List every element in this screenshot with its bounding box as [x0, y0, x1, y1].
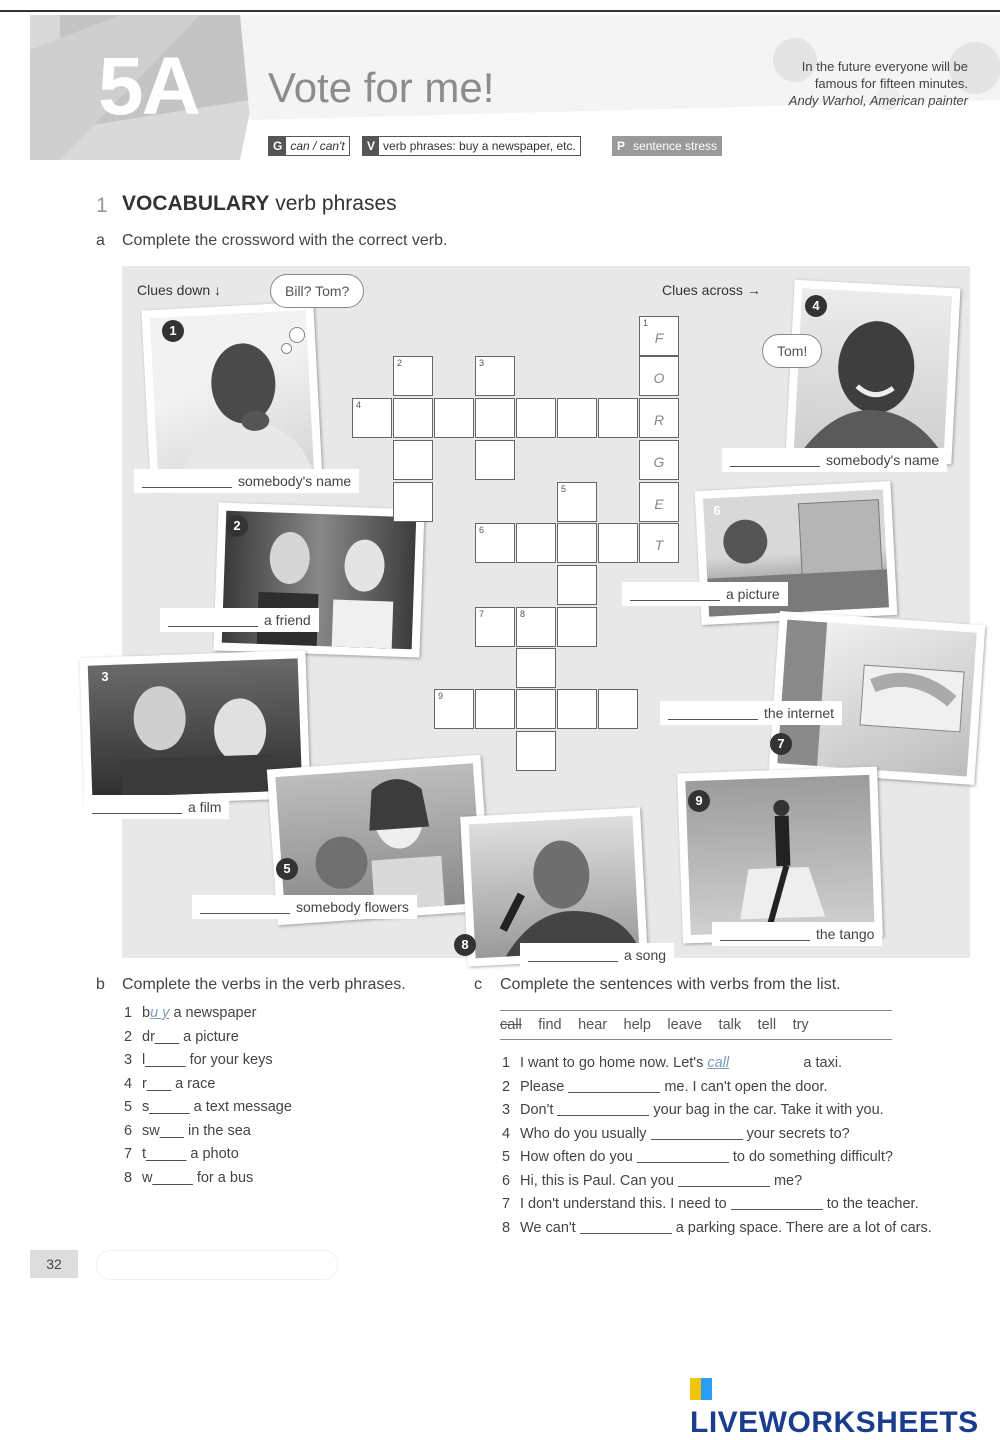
section-title: VOCABULARY verb phrases [122, 192, 397, 215]
answer-field[interactable] [580, 1233, 672, 1234]
list-item: 3 Don't your bag in the car. Take it with you. [502, 1102, 884, 1118]
crossword-cell[interactable]: 6 [475, 523, 515, 563]
crossword-cell[interactable]: 5 [557, 482, 597, 522]
answer-field[interactable] [651, 1139, 743, 1140]
arrow-right-icon: → [746, 282, 761, 298]
crossword-cell[interactable] [393, 440, 433, 480]
list-item: 5 How often do you to do something difficult? [502, 1149, 893, 1165]
answer-field[interactable]: _____ [146, 1146, 187, 1162]
crossword-cell[interactable] [516, 523, 556, 563]
sentence-list [502, 1052, 932, 1240]
arrow-down-icon: ↓ [214, 282, 222, 298]
crossword-cell[interactable] [475, 440, 515, 480]
answer-field[interactable]: call [707, 1055, 730, 1071]
page-title: Vote for me! [268, 64, 495, 111]
brand-logo-icon [690, 1378, 712, 1400]
woman-flowers-illustration [275, 763, 482, 916]
answer-field[interactable] [557, 1115, 649, 1116]
answer-field[interactable] [678, 1186, 770, 1187]
crossword-cell[interactable]: 3 [475, 356, 515, 396]
crossword-cell[interactable]: E [639, 482, 679, 522]
caption-3: a film [84, 795, 229, 819]
list-item: 8 w_____ for a bus [124, 1169, 254, 1186]
caption-4: somebody's name [722, 448, 947, 472]
crossword-cell[interactable] [598, 523, 638, 563]
part-b-letter: b [96, 976, 105, 993]
caption-9: the tango [712, 922, 882, 946]
footer-ghost-banner [96, 1250, 338, 1280]
caption-6: a picture [622, 582, 788, 606]
word-item: tell [757, 1017, 777, 1033]
list-item: 7 I don't understand this. I need to to the teacher. [502, 1196, 919, 1212]
crossword-cell[interactable] [557, 689, 597, 729]
list-item: 8 We can't a parking space. There are a lot of cars. [502, 1219, 932, 1236]
answer-field[interactable]: ___ [146, 1075, 172, 1092]
word-item: try [792, 1017, 809, 1033]
clues-across-label: Clues across → [662, 282, 761, 298]
part-a-letter: a [96, 232, 105, 249]
crossword-cell[interactable] [557, 523, 597, 563]
crossword-cell[interactable] [393, 482, 433, 522]
crossword-cell[interactable]: R [639, 398, 679, 438]
crossword-cell[interactable]: 4 [352, 398, 392, 438]
badge-8: 8 [454, 934, 476, 956]
crossword-cell[interactable] [598, 689, 638, 729]
crossword-cell[interactable] [557, 565, 597, 605]
keyboard-illustration [777, 620, 977, 777]
crossword-cell[interactable] [557, 607, 597, 647]
thought-bubble: Bill? Tom? [270, 274, 364, 308]
crossword-cell[interactable] [598, 398, 638, 438]
verb-phrase-list [124, 1002, 292, 1190]
answer-field[interactable]: ___ [154, 1028, 180, 1045]
part-b-instruction: Complete the verbs in the verb phrases. [122, 976, 406, 993]
badge-9: 9 [688, 790, 710, 812]
photo-7 [769, 611, 986, 785]
crossword-cell[interactable]: G [639, 440, 679, 480]
answer-field[interactable] [731, 1209, 823, 1210]
part-c-instruction: Complete the sentences with verbs from the list. [500, 976, 841, 993]
word-list [500, 1010, 892, 1040]
caption-5: somebody flowers [192, 895, 417, 919]
part-a-instruction: Complete the crossword with the correct verb. [122, 232, 448, 249]
word-item: hear [578, 1017, 608, 1033]
list-item: 1 I want to go home now. Let's call a taxi. [502, 1052, 932, 1076]
crossword-cell[interactable]: O [639, 356, 679, 396]
grammar-tag: G can / can't [268, 136, 350, 156]
list-item: 2 Please me. I can't open the door. [502, 1078, 828, 1095]
list-item: 2 dr___ a picture [124, 1028, 239, 1045]
caption-1: somebody's name [134, 469, 359, 493]
man-singing-illustration [469, 816, 640, 958]
crossword-cell[interactable] [516, 398, 556, 438]
answer-field[interactable]: _____ [152, 1169, 193, 1186]
list-item: 6 sw___ in the sea [124, 1122, 251, 1139]
badge-5: 5 [276, 858, 298, 880]
crossword-cell[interactable]: 2 [393, 356, 433, 396]
list-item: 6 Hi, this is Paul. Can you me? [502, 1172, 803, 1189]
list-item: 4 Who do you usually your secrets to? [502, 1125, 850, 1142]
page-number: 32 [30, 1250, 78, 1278]
unit-number: 5A [98, 41, 199, 132]
answer-field[interactable]: _____ [149, 1099, 190, 1115]
tango-dancers-illustration [685, 775, 874, 935]
crossword-cell[interactable] [516, 689, 556, 729]
badge-6: 6 [713, 503, 721, 518]
brand-logo: LIVEWORKSHEETS [690, 1372, 1000, 1440]
caption-2: a friend [160, 608, 319, 632]
crossword-cell[interactable]: 9 [434, 689, 474, 729]
list-item: 1 bu y a newspaper [124, 1005, 257, 1021]
crossword-cell[interactable] [393, 398, 433, 438]
badge-1: 1 [162, 320, 184, 342]
list-item: 5 s_____ a text message [124, 1099, 292, 1115]
badge-3: 3 [101, 669, 109, 684]
answer-field[interactable] [568, 1092, 660, 1093]
answer-field[interactable]: _____ [145, 1052, 186, 1068]
badge-4: 4 [805, 295, 827, 317]
caption-8: a song [520, 943, 674, 967]
list-item: 7 t_____ a photo [124, 1146, 239, 1162]
crossword-cell[interactable] [516, 648, 556, 688]
word-item: leave [667, 1017, 703, 1033]
section-number: 1 [96, 194, 108, 217]
clues-down-label: Clues down ↓ [137, 282, 222, 298]
crossword-cell[interactable] [475, 398, 515, 438]
photo-9 [677, 767, 883, 944]
pronunciation-tag: P sentence stress [612, 136, 722, 156]
answer-field[interactable]: ___ [159, 1122, 184, 1139]
part-c-letter: c [474, 976, 482, 993]
crossword-cell[interactable]: 1 F [639, 316, 679, 356]
quote: In the future everyone will be famous for fifteen minutes. Andy Warhol, American painter [728, 58, 968, 109]
crossword-cell[interactable]: 8 [516, 607, 556, 647]
crossword-cell[interactable] [557, 398, 597, 438]
crossword-cell[interactable] [516, 731, 556, 771]
crossword-cell[interactable]: T [639, 523, 679, 563]
answer-field[interactable] [637, 1162, 729, 1163]
badge-2: 2 [226, 515, 248, 537]
bubble-dot [281, 343, 292, 354]
list-item: 4 r___ a race [124, 1075, 216, 1092]
speech-bubble: Tom! [762, 334, 822, 368]
word-item: call [500, 1017, 522, 1033]
quote-author: Andy Warhol, American painter [788, 93, 968, 108]
crossword-cell[interactable] [475, 689, 515, 729]
vocabulary-tag: V verb phrases: buy a newspaper, etc. [362, 136, 581, 156]
caption-7: the internet [660, 701, 842, 725]
crossword-cell[interactable] [434, 398, 474, 438]
word-item: talk [718, 1017, 742, 1033]
list-item: 3 l_____ for your keys [124, 1052, 273, 1068]
word-item: find [538, 1017, 562, 1033]
bubble-dot [289, 327, 305, 343]
answer-field[interactable]: u y [150, 1005, 170, 1021]
crossword-cell[interactable]: 7 [475, 607, 515, 647]
badge-7: 7 [770, 733, 792, 755]
word-item: help [623, 1017, 651, 1033]
